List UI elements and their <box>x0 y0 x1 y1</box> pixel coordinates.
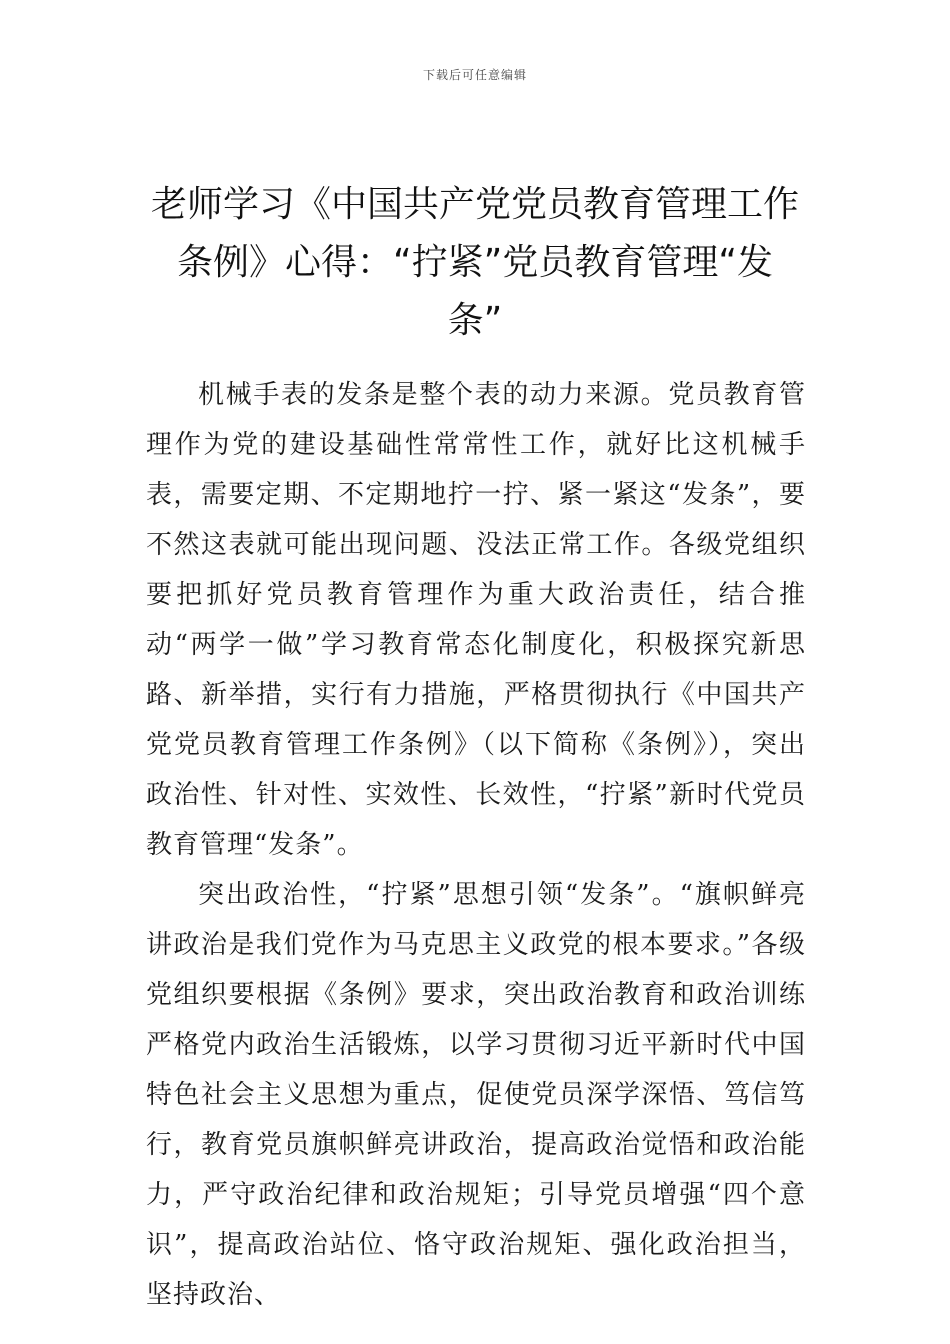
paragraph: 突出政治性，“拧紧”思想引领“发条”。“旗帜鲜亮讲政治是我们党作为马克思主义政党的根本要求。”各级党组织要根据《条例》要求，突出政治教育和政治训练严格党内政治生活锻炼，以学习贯彻习近平新时代中国特色社会主义思想为重点，促使党员深学深悟、笃信笃行，教育党员旗帜鲜亮讲政治，提高政治觉悟和政治能力，严守政治纪律和政治规矩；引导党员增强“四个意识”，提高政治站位、恪守政治规矩、强化政治担当，坚持政治、 <box>146 880 806 1310</box>
document-body <box>146 370 806 1320</box>
document-title: 老师学习《中国共产党党员教育管理工作条例》心得：“拧紧”党员教育管理“发条” <box>150 184 799 341</box>
header-note: 下载后可任意编辑 <box>422 68 527 82</box>
paragraph: 机械手表的发条是整个表的动力来源。党员教育管理作为党的建设基础性常常性工作，就好比这机械手表，需要定期、不定期地拧一拧、紧一紧这“发条”，要不然这表就可能出现问题、没法正常工作。各级党组织要把抓好党员教育管理作为重大政治责任，结合推动“两学一做”学习教育常态化制度化，积极探究新思路、新举措，实行有力措施，严格贯彻执行《中国共产党党员教育管理工作条例》（以下简称《条例》），突出政治性、针对性、实效性、长效性，“拧紧”新时代党员教育管理“发条”。 <box>146 380 806 860</box>
